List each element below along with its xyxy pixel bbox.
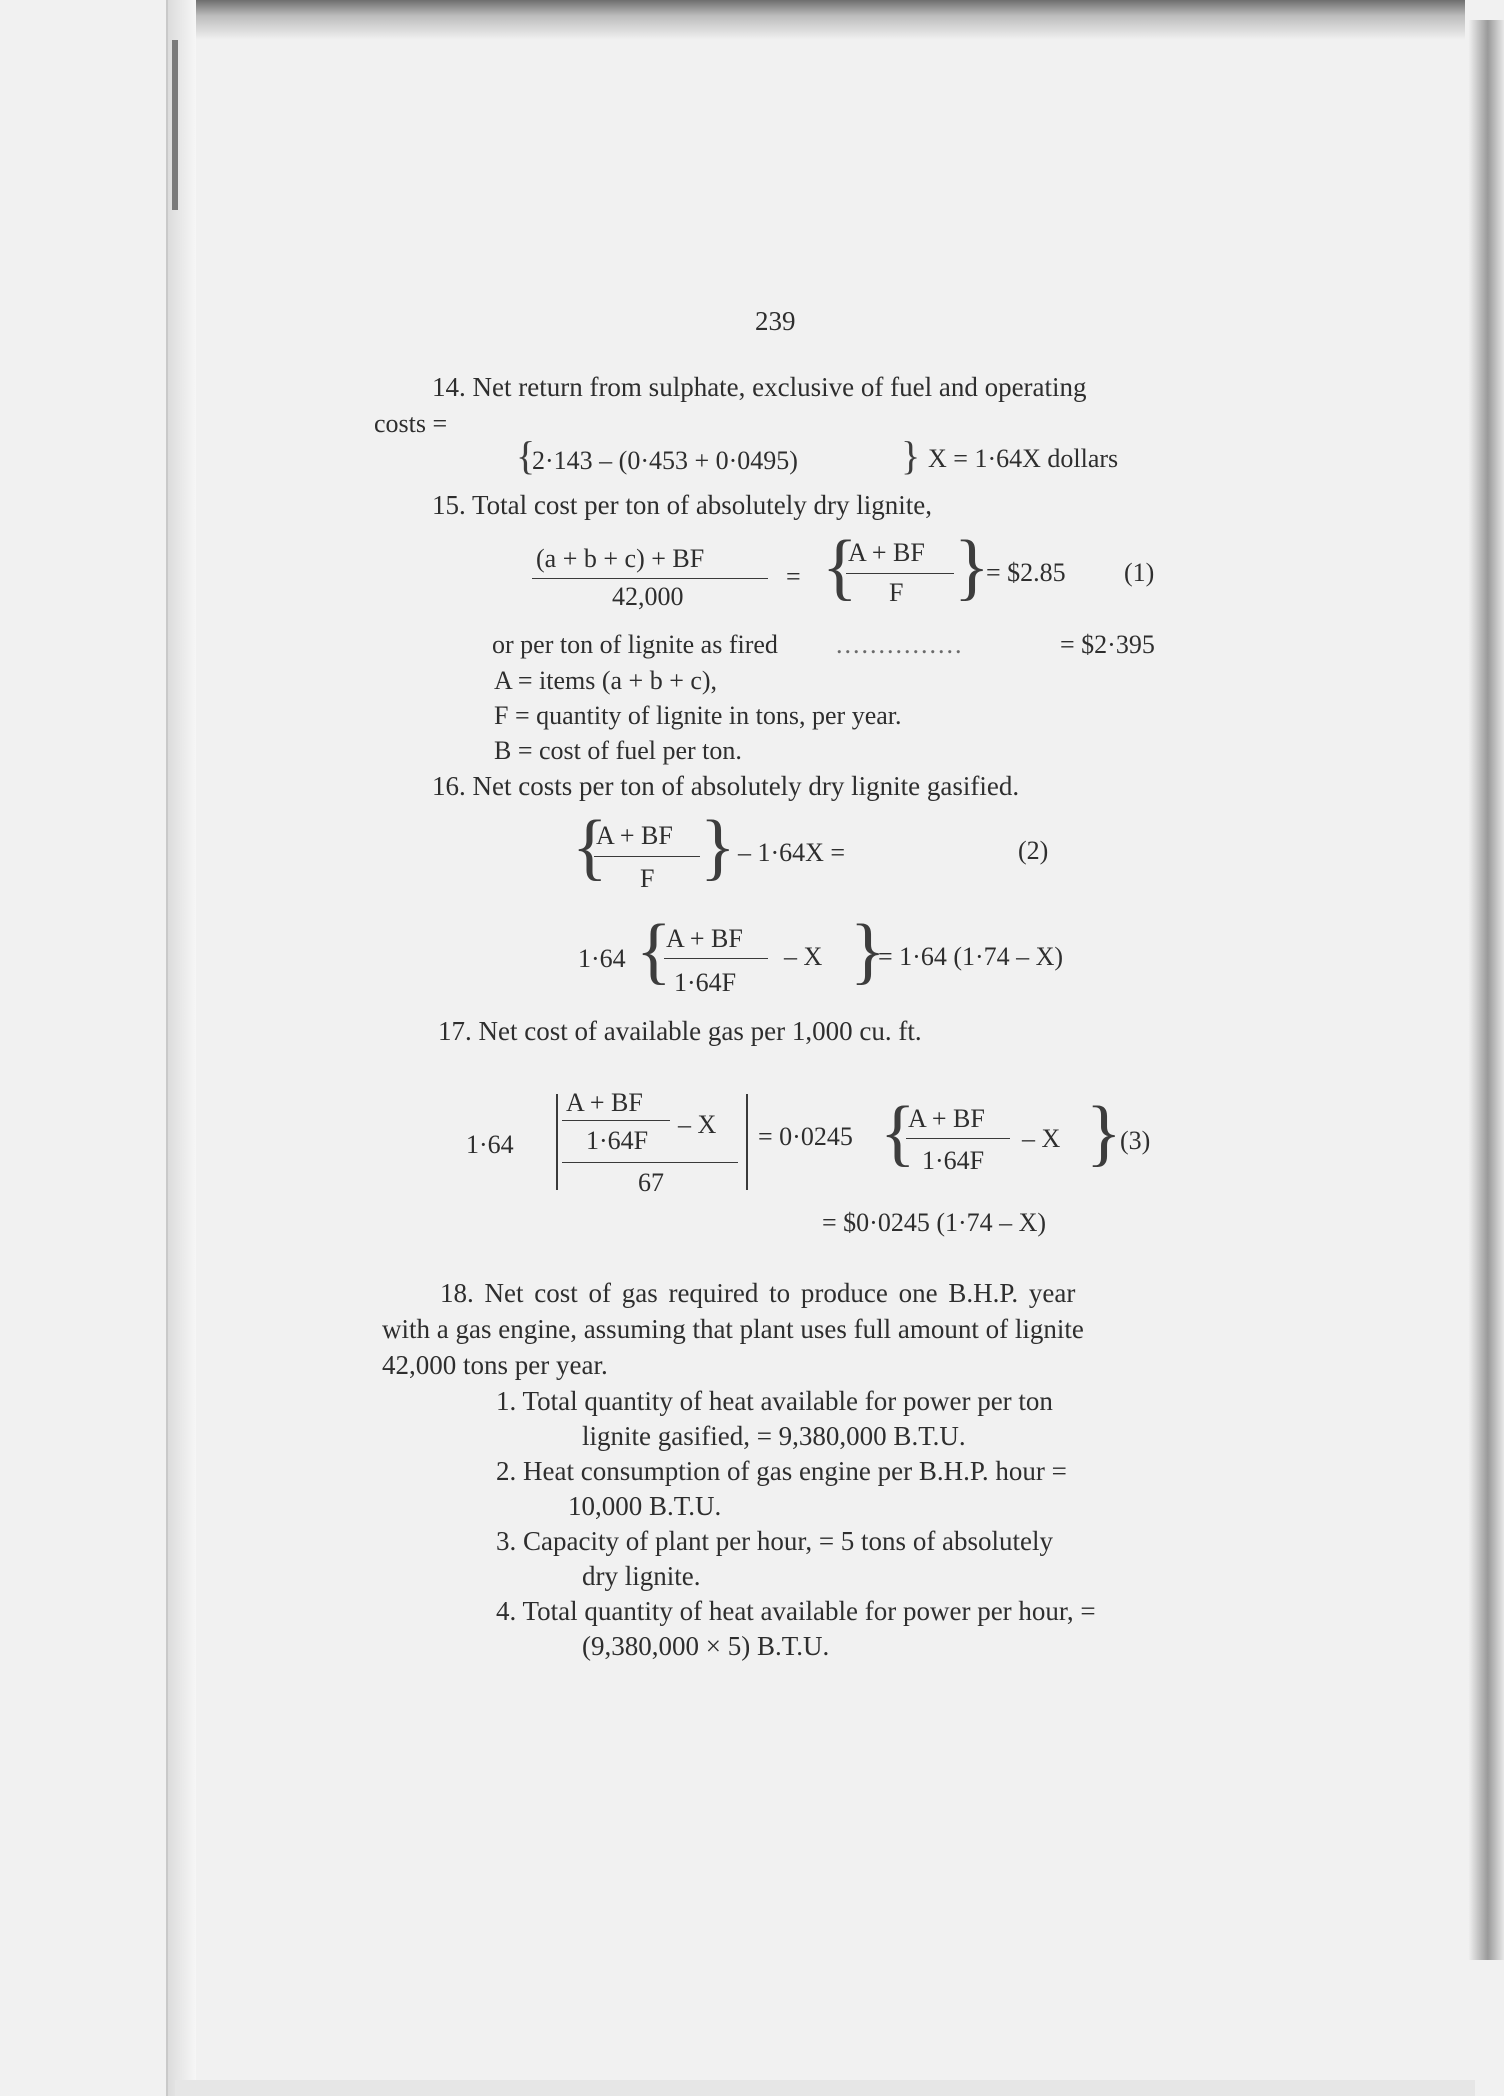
s18-item4-a: 4. Total quantity of heat available for power per hour, =	[496, 1596, 1096, 1626]
s16-fraction-bar2	[664, 958, 768, 959]
s15-right-brace: }	[954, 526, 990, 608]
s15-fraction-bar2	[846, 573, 954, 574]
s17-inner-num: A + BF	[566, 1088, 643, 1117]
page-left-edge	[166, 0, 196, 2096]
s18-item2-b: 10,000 B.T.U.	[568, 1491, 722, 1521]
s18-item3-a: 3. Capacity of plant per hour, = 5 tons of absolutely	[496, 1526, 1054, 1556]
s16-rhs: – 1·64X =	[738, 838, 846, 867]
s16-left-brace: {	[572, 806, 608, 888]
s17-minus-x2: – X	[1022, 1124, 1061, 1153]
s15-eq: =	[786, 562, 801, 591]
s17-label: (3)	[1120, 1126, 1151, 1155]
s14-left-brace: {	[516, 433, 536, 478]
s16-left-brace2: {	[636, 910, 672, 992]
s14-formula: 2·143 – (0·453 + 0·0495)	[532, 446, 798, 475]
s15-left-brace: {	[822, 526, 858, 608]
s16-result: = 1·64 (1·74 – X)	[878, 942, 1064, 971]
s15-den2: F	[889, 578, 904, 607]
s17-inner-bar	[562, 1120, 670, 1121]
s17-inner-den: 1·64F	[586, 1126, 649, 1155]
s15-num2: A + BF	[848, 538, 925, 567]
s15-def-f: F = quantity of lignite in tons, per year.	[494, 701, 902, 730]
s15-numerator: (a + b + c) + BF	[536, 544, 705, 573]
s16-right-brace: }	[700, 806, 736, 888]
s18-line3: 42,000 tons per year.	[382, 1350, 608, 1380]
s17-left-brace: {	[880, 1092, 916, 1174]
s15-fraction-bar	[532, 578, 768, 579]
s16-minus-x: – X	[784, 942, 823, 971]
s18-item1-a: 1. Total quantity of heat available for power per ton	[496, 1386, 1053, 1416]
s17-den-67: 67	[638, 1168, 664, 1197]
s15-as-fired: or per ton of lignite as fired	[492, 630, 778, 659]
s16-den2: 1·64F	[674, 968, 737, 997]
s17-coef: 1·64	[466, 1130, 514, 1159]
s15-label: (1)	[1124, 558, 1155, 587]
s18-item3-b: dry lignite.	[582, 1561, 701, 1591]
s18-item2-a: 2. Heat consumption of gas engine per B.H.P. hour =	[496, 1456, 1067, 1486]
page-right-edge	[1468, 20, 1504, 1960]
s17-right-bar	[746, 1094, 748, 1190]
s14-line1: 14. Net return from sulphate, exclusive of fuel and operating	[432, 372, 1087, 402]
s15-denominator: 42,000	[612, 582, 684, 611]
s14-right-brace: }	[901, 433, 921, 478]
s15-as-fired-value: = $2·395	[1060, 630, 1155, 659]
s18-item4-b: (9,380,000 × 5) B.T.U.	[582, 1631, 830, 1661]
s18-line2: with a gas engine, assuming that plant uses full amount of lignite	[382, 1314, 1084, 1344]
s18-item1-b: lignite gasified, = 9,380,000 B.T.U.	[582, 1421, 966, 1451]
s16-den: F	[640, 864, 655, 893]
page-bottom-edge	[175, 2080, 1475, 2096]
s17-minus-x: – X	[678, 1110, 717, 1139]
s17-num2: A + BF	[908, 1104, 985, 1133]
s15-result: = $2.85	[986, 558, 1066, 587]
s17-eq-coef: = 0·0245	[758, 1122, 853, 1151]
s17-heading: 17. Net cost of available gas per 1,000 cu. ft.	[438, 1016, 922, 1046]
s16-label: (2)	[1018, 836, 1049, 865]
s16-num: A + BF	[596, 821, 673, 850]
s15-dot-leader: ...............	[836, 630, 964, 659]
s16-right-brace2: }	[850, 910, 886, 992]
s15-def-b: B = cost of fuel per ton.	[494, 736, 742, 765]
s15-def-a: A = items (a + b + c),	[494, 666, 718, 695]
page-top-edge	[175, 0, 1465, 40]
spine-mark	[172, 40, 178, 210]
s17-den2: 1·64F	[922, 1146, 985, 1175]
s16-coef: 1·64	[578, 944, 626, 973]
s17-result: = $0·0245 (1·74 – X)	[822, 1208, 1047, 1237]
s14-result: X = 1·64X dollars	[928, 444, 1119, 473]
s14-line2: costs =	[374, 409, 448, 438]
s17-outer-bar	[562, 1162, 738, 1163]
s17-right-brace: }	[1086, 1092, 1122, 1174]
s17-fraction-bar2	[906, 1138, 1010, 1139]
s16-heading: 16. Net costs per ton of absolutely dry lignite gasified.	[432, 771, 1020, 801]
page-number: 239	[755, 306, 796, 336]
s15-heading: 15. Total cost per ton of absolutely dry lignite,	[432, 490, 933, 520]
s17-left-bar	[556, 1094, 558, 1190]
s18-line1: 18. Net cost of gas required to produce one B.H.P. year	[440, 1278, 1076, 1308]
s16-num2: A + BF	[666, 924, 743, 953]
s16-fraction-bar	[594, 856, 700, 857]
